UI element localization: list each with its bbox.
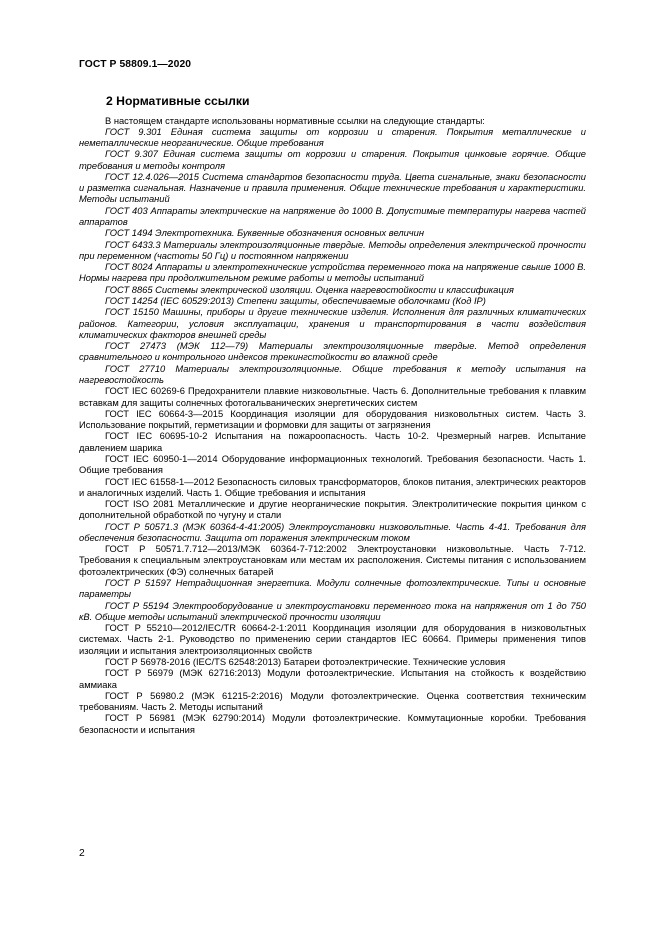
reference-entry: ГОСТ Р 56981 (МЭК 62790:2014) Модули фотоэлектрические. Коммутационные коробки. Требования безопасности и испытания — [79, 713, 586, 735]
reference-entry: ГОСТ Р 56979 (МЭК 62716:2013) Модули фотоэлектрические. Испытания на стойкость к воздействию аммиака — [79, 668, 586, 690]
section-title: 2 Нормативные ссылки — [106, 94, 250, 108]
reference-entry: ГОСТ Р 55194 Электрооборудование и электроустановки переменного тока на напряжения от 1 до 750 кВ. Общие методы испытаний электрической прочности изоляции — [79, 600, 586, 622]
page-number: 2 — [79, 848, 85, 859]
document-body — [79, 116, 586, 736]
reference-entry: ГОСТ IEC 60950-1—2014 Оборудование информационных технологий. Требования безопасности. Часть 1. Общие требования — [79, 453, 586, 476]
reference-entry: ГОСТ IEC 60269-6 Предохранители плавкие низковольтные. Часть 6. Дополнительные требования к плавким вставкам для защиты солнечных фотогальванических энергетических систем — [79, 386, 586, 408]
reference-entry: ГОСТ 9.301 Единая система защиты от коррозии и старения. Покрытия металлические и неметаллические неорганические. Общие требования — [79, 126, 586, 149]
reference-entry: ГОСТ 27473 (МЭК 112—79) Материалы электроизоляционные твердые. Метод определения сравнительного и контрольного индексов трекингстойкости во влажной среде — [79, 341, 586, 363]
reference-entry: ГОСТ 14254 (IEC 60529:2013) Степени защиты, обеспечиваемые оболочками (Код IP) — [105, 296, 486, 306]
reference-entry: ГОСТ Р 56978-2016 (IEC/TS 62548:2013) Батареи фотоэлектрические. Технические условия — [105, 657, 506, 667]
reference-entry: ГОСТ 6433.3 Материалы электроизоляционные твердые. Методы определения электрической прочности при переменном (частоты 50 Гц) и постоянном напряжении — [79, 239, 586, 261]
reference-entry: ГОСТ 8024 Аппараты и электротехнические устройства переменного тока на напряжение свыше 1000 В. Нормы нагрева при продолжительном режиме работы и методы испытаний — [79, 262, 586, 284]
intro-paragraph: В настоящем стандарте использованы нормативные ссылки на следующие стандарты: — [105, 115, 485, 126]
reference-entry: ГОСТ IEC 60664-3—2015 Координация изоляции для оборудования низковольтных систем. Часть 3. Использование покрытий, герметизации и формовки для защиты от загрязнения — [79, 408, 586, 431]
reference-entry: ГОСТ ISO 2081 Металлические и другие неорганические покрытия. Электролитические покрытия цинком с дополнительной обработкой по чугуну и стали — [79, 499, 586, 521]
reference-entry: ГОСТ IEC 60695-10-2 Испытания на пожароопасность. Часть 10-2. Чрезмерный нагрев. Испытание давлением шарика — [79, 431, 586, 453]
page-header-standard-id: ГОСТ Р 58809.1—2020 — [79, 59, 192, 70]
reference-entry: ГОСТ Р 51597 Нетрадиционная энергетика. Модули солнечные фотоэлектрические. Типы и основные параметры — [79, 578, 586, 600]
reference-entry: ГОСТ 15150 Машины, приборы и другие технические изделия. Исполнения для различных климатических районов. Категории, условия эксплуатации, хранения и транспортирования в части воздействия климатических факторов внешней среды — [79, 307, 586, 340]
reference-entry: ГОСТ 1494 Электротехника. Буквенные обозначения основных величин — [105, 228, 424, 239]
reference-entry: ГОСТ Р 50571.7.712—2013/МЭК 60364-7-712:2002 Электроустановки низковольтные. Часть 7-712. Требования к специальным электроустановкам или местам их расположения. Системы питания с использованием фотоэлектрических (ФЭ) солнечных батарей — [79, 544, 586, 577]
reference-entry: ГОСТ 12.4.026—2015 Система стандартов безопасности труда. Цвета сигнальные, знаки безопасности и разметка сигнальная. Назначение и правила применения. Общие технические требования и характеристики. Методы испытаний — [79, 171, 586, 205]
reference-entry: ГОСТ 8865 Системы электрической изоляции. Оценка нагревостойкости и классификация — [105, 284, 514, 295]
reference-entry: ГОСТ Р 55210—2012/IEC/TR 60664-2-1:2011 Координация изоляции для оборудования в низковольтных системах. Часть 2-1. Руководство по применению серии стандартов IEC 60664. Примеры применения типов изоляции и испытания электроизоляционных свойств — [79, 623, 586, 656]
reference-entry: ГОСТ Р 50571.3 (МЭК 60364-4-41:2005) Электроустановки низковольтные. Часть 4-41. Требования для обеспечения безопасности. Защита от поражения электрическим током — [79, 521, 586, 543]
reference-entry: ГОСТ 9.307 Единая система защиты от коррозии и старения. Покрытия цинковые горячие. Общие требования и методы контроля — [79, 149, 586, 171]
reference-entry: ГОСТ Р 56980.2 (МЭК 61215-2:2016) Модули фотоэлектрические. Оценка соответствия техническим требованиям. Часть 2. Методы испытаний — [79, 690, 586, 713]
reference-entry: ГОСТ 27710 Материалы электроизоляционные. Общие требования к методу испытания на нагревостойкость — [79, 363, 586, 385]
reference-entry: ГОСТ 403 Аппараты электрические на напряжение до 1000 В. Допустимые температуры нагрева частей аппаратов — [79, 205, 586, 228]
reference-entry: ГОСТ IEC 61558-1—2012 Безопасность силовых трансформаторов, блоков питания, электрических реакторов и аналогичных изделий. Часть 1. Общие требования и испытания — [79, 476, 586, 498]
